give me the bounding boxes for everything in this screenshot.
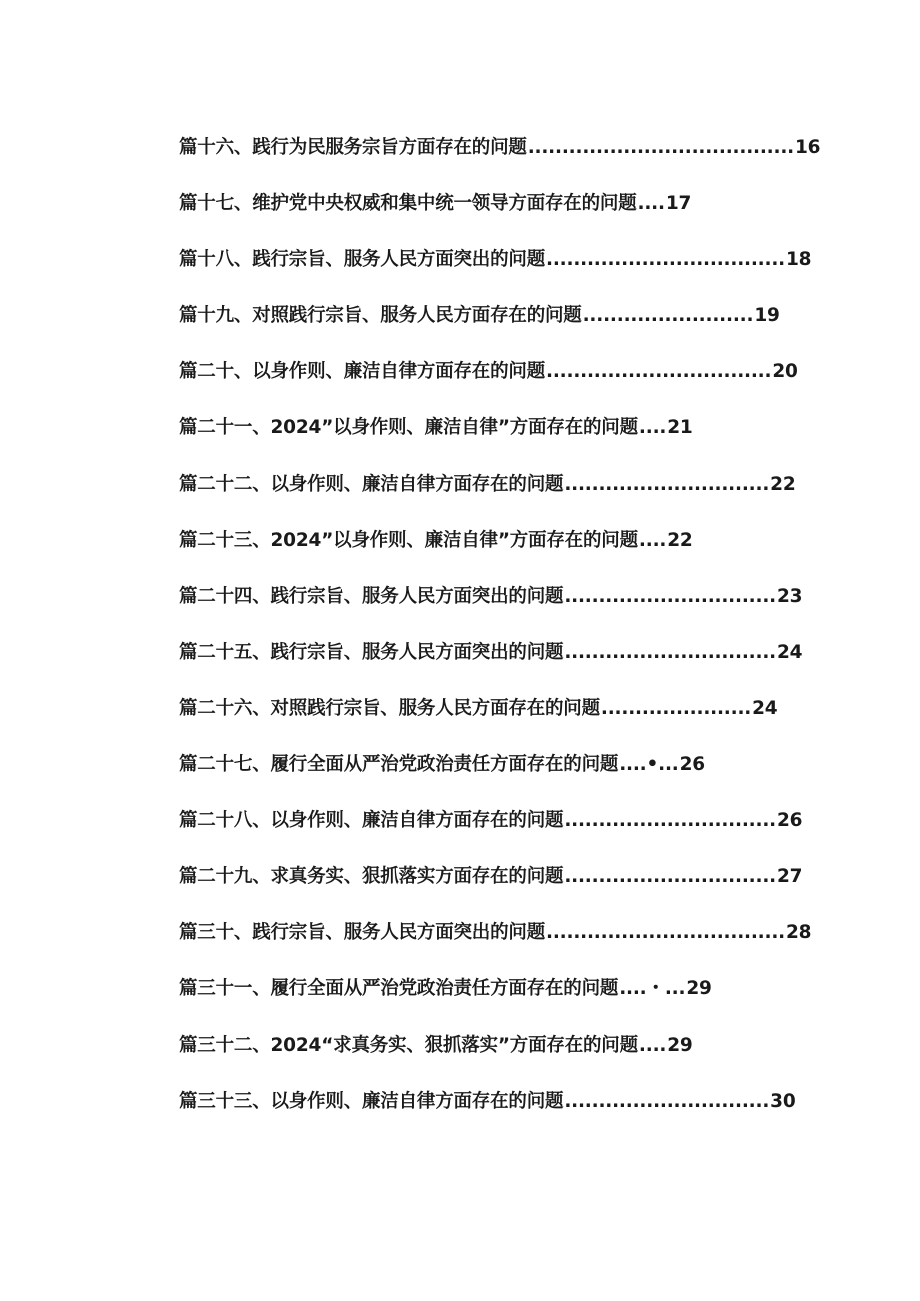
toc-entry-leader: ....: [637, 193, 665, 215]
toc-entry[interactable]: [179, 695, 779, 751]
toc-entry-page-number: 21: [667, 417, 693, 439]
toc-entry-title: 篇十六、践行为民服务宗旨方面存在的问题: [179, 137, 527, 158]
toc-entry-title: 篇二十一、2024”以身作则、廉洁自律”方面存在的问题: [179, 417, 638, 439]
toc-entry-title: 篇二十五、践行宗旨、服务人民方面突出的问题: [179, 641, 564, 663]
toc-entry[interactable]: [179, 975, 779, 1031]
toc-entry[interactable]: [179, 358, 798, 414]
toc-entry-leader: ...................................: [546, 922, 785, 944]
toc-entry-page-number: 29: [686, 978, 712, 1000]
toc-entry[interactable]: [179, 1088, 796, 1144]
toc-entry-page-number: 30: [770, 1090, 796, 1112]
toc-entry-title: 篇二十四、践行宗旨、服务人民方面突出的问题: [179, 585, 564, 607]
toc-entry[interactable]: [179, 863, 803, 919]
toc-entry-leader: ....: [638, 417, 667, 439]
toc-entry-title: 篇二十七、履行全面从严治党政治责任方面存在的问题: [179, 754, 619, 776]
toc-entry-page-number: 16: [795, 137, 821, 158]
toc-entry-page-number: 22: [667, 529, 693, 551]
toc-entry-page-number: 22: [770, 473, 796, 495]
toc-entry-title: 篇二十八、以身作则、廉洁自律方面存在的问题: [179, 810, 564, 832]
toc-entry[interactable]: [179, 414, 779, 470]
toc-entry-leader: .......................................: [527, 137, 794, 158]
toc-entry-leader: ...............................: [564, 585, 776, 607]
toc-entry-leader: .........................: [582, 305, 754, 327]
toc-entry[interactable]: [179, 134, 821, 190]
toc-entry-leader: ....•...: [619, 754, 679, 776]
toc-entry-page-number: 20: [772, 361, 798, 383]
toc-entry-title: 篇二十、以身作则、廉洁自律方面存在的问题: [179, 361, 546, 383]
toc-entry-title: 篇二十六、对照践行宗旨、服务人民方面存在的问题: [179, 697, 600, 719]
toc-entry-page-number: 24: [776, 641, 803, 663]
toc-entry-title: 篇十九、对照践行宗旨、服务人民方面存在的问题: [179, 305, 582, 327]
toc-entry[interactable]: [179, 246, 812, 302]
toc-entry-leader: ...............................: [564, 810, 776, 832]
toc-entry-title: 篇二十二、以身作则、廉洁自律方面存在的问题: [179, 473, 564, 495]
toc-entry[interactable]: [179, 583, 803, 639]
toc-entry-leader: ....・...: [619, 978, 686, 1000]
toc-entry-leader: ...............................: [564, 641, 776, 663]
toc-entry-page-number: 24: [752, 697, 778, 719]
toc-entry-title: 篇二十三、2024”以身作则、廉洁自律”方面存在的问题: [179, 529, 638, 551]
toc-entry-title: 篇三十二、2024“求真务实、狠抓落实”方面存在的问题: [179, 1034, 638, 1056]
toc-entry[interactable]: [179, 751, 779, 807]
toc-entry[interactable]: [179, 471, 796, 527]
toc-entry-leader: ......................: [600, 697, 752, 719]
table-of-contents: [179, 134, 821, 1144]
toc-entry-page-number: 19: [754, 305, 780, 327]
toc-entry[interactable]: [179, 1032, 779, 1088]
toc-entry-page-number: 26: [679, 754, 705, 776]
toc-entry[interactable]: [179, 527, 779, 583]
toc-entry-leader: ....: [638, 1034, 667, 1056]
toc-entry-title: 篇十八、践行宗旨、服务人民方面突出的问题: [179, 249, 546, 271]
toc-entry-title: 篇十七、维护党中央权威和集中统一领导方面存在的问题: [179, 193, 637, 215]
toc-entry-leader: ...................................: [546, 249, 785, 271]
toc-entry-leader: ...............................: [564, 866, 776, 888]
toc-entry-leader: .................................: [546, 361, 772, 383]
toc-entry[interactable]: [179, 190, 779, 246]
toc-entry[interactable]: [179, 807, 803, 863]
toc-entry[interactable]: [179, 919, 812, 975]
toc-entry-page-number: 18: [786, 249, 812, 271]
toc-entry[interactable]: [179, 302, 779, 358]
toc-entry[interactable]: [179, 639, 803, 695]
toc-entry-page-number: 27: [776, 866, 803, 888]
toc-entry-page-number: 29: [667, 1034, 693, 1056]
toc-entry-title: 篇二十九、求真务实、狠抓落实方面存在的问题: [179, 866, 564, 888]
toc-entry-leader: ..............................: [564, 1090, 770, 1112]
toc-entry-page-number: 26: [776, 810, 803, 832]
toc-entry-title: 篇三十一、履行全面从严治党政治责任方面存在的问题: [179, 978, 619, 1000]
toc-entry-title: 篇三十、践行宗旨、服务人民方面突出的问题: [179, 922, 546, 944]
toc-entry-page-number: 17: [665, 193, 692, 215]
toc-entry-page-number: 23: [776, 585, 803, 607]
toc-entry-title: 篇三十三、以身作则、廉洁自律方面存在的问题: [179, 1090, 564, 1112]
toc-entry-leader: ..............................: [564, 473, 770, 495]
toc-entry-leader: ....: [638, 529, 667, 551]
toc-entry-page-number: 28: [786, 922, 812, 944]
